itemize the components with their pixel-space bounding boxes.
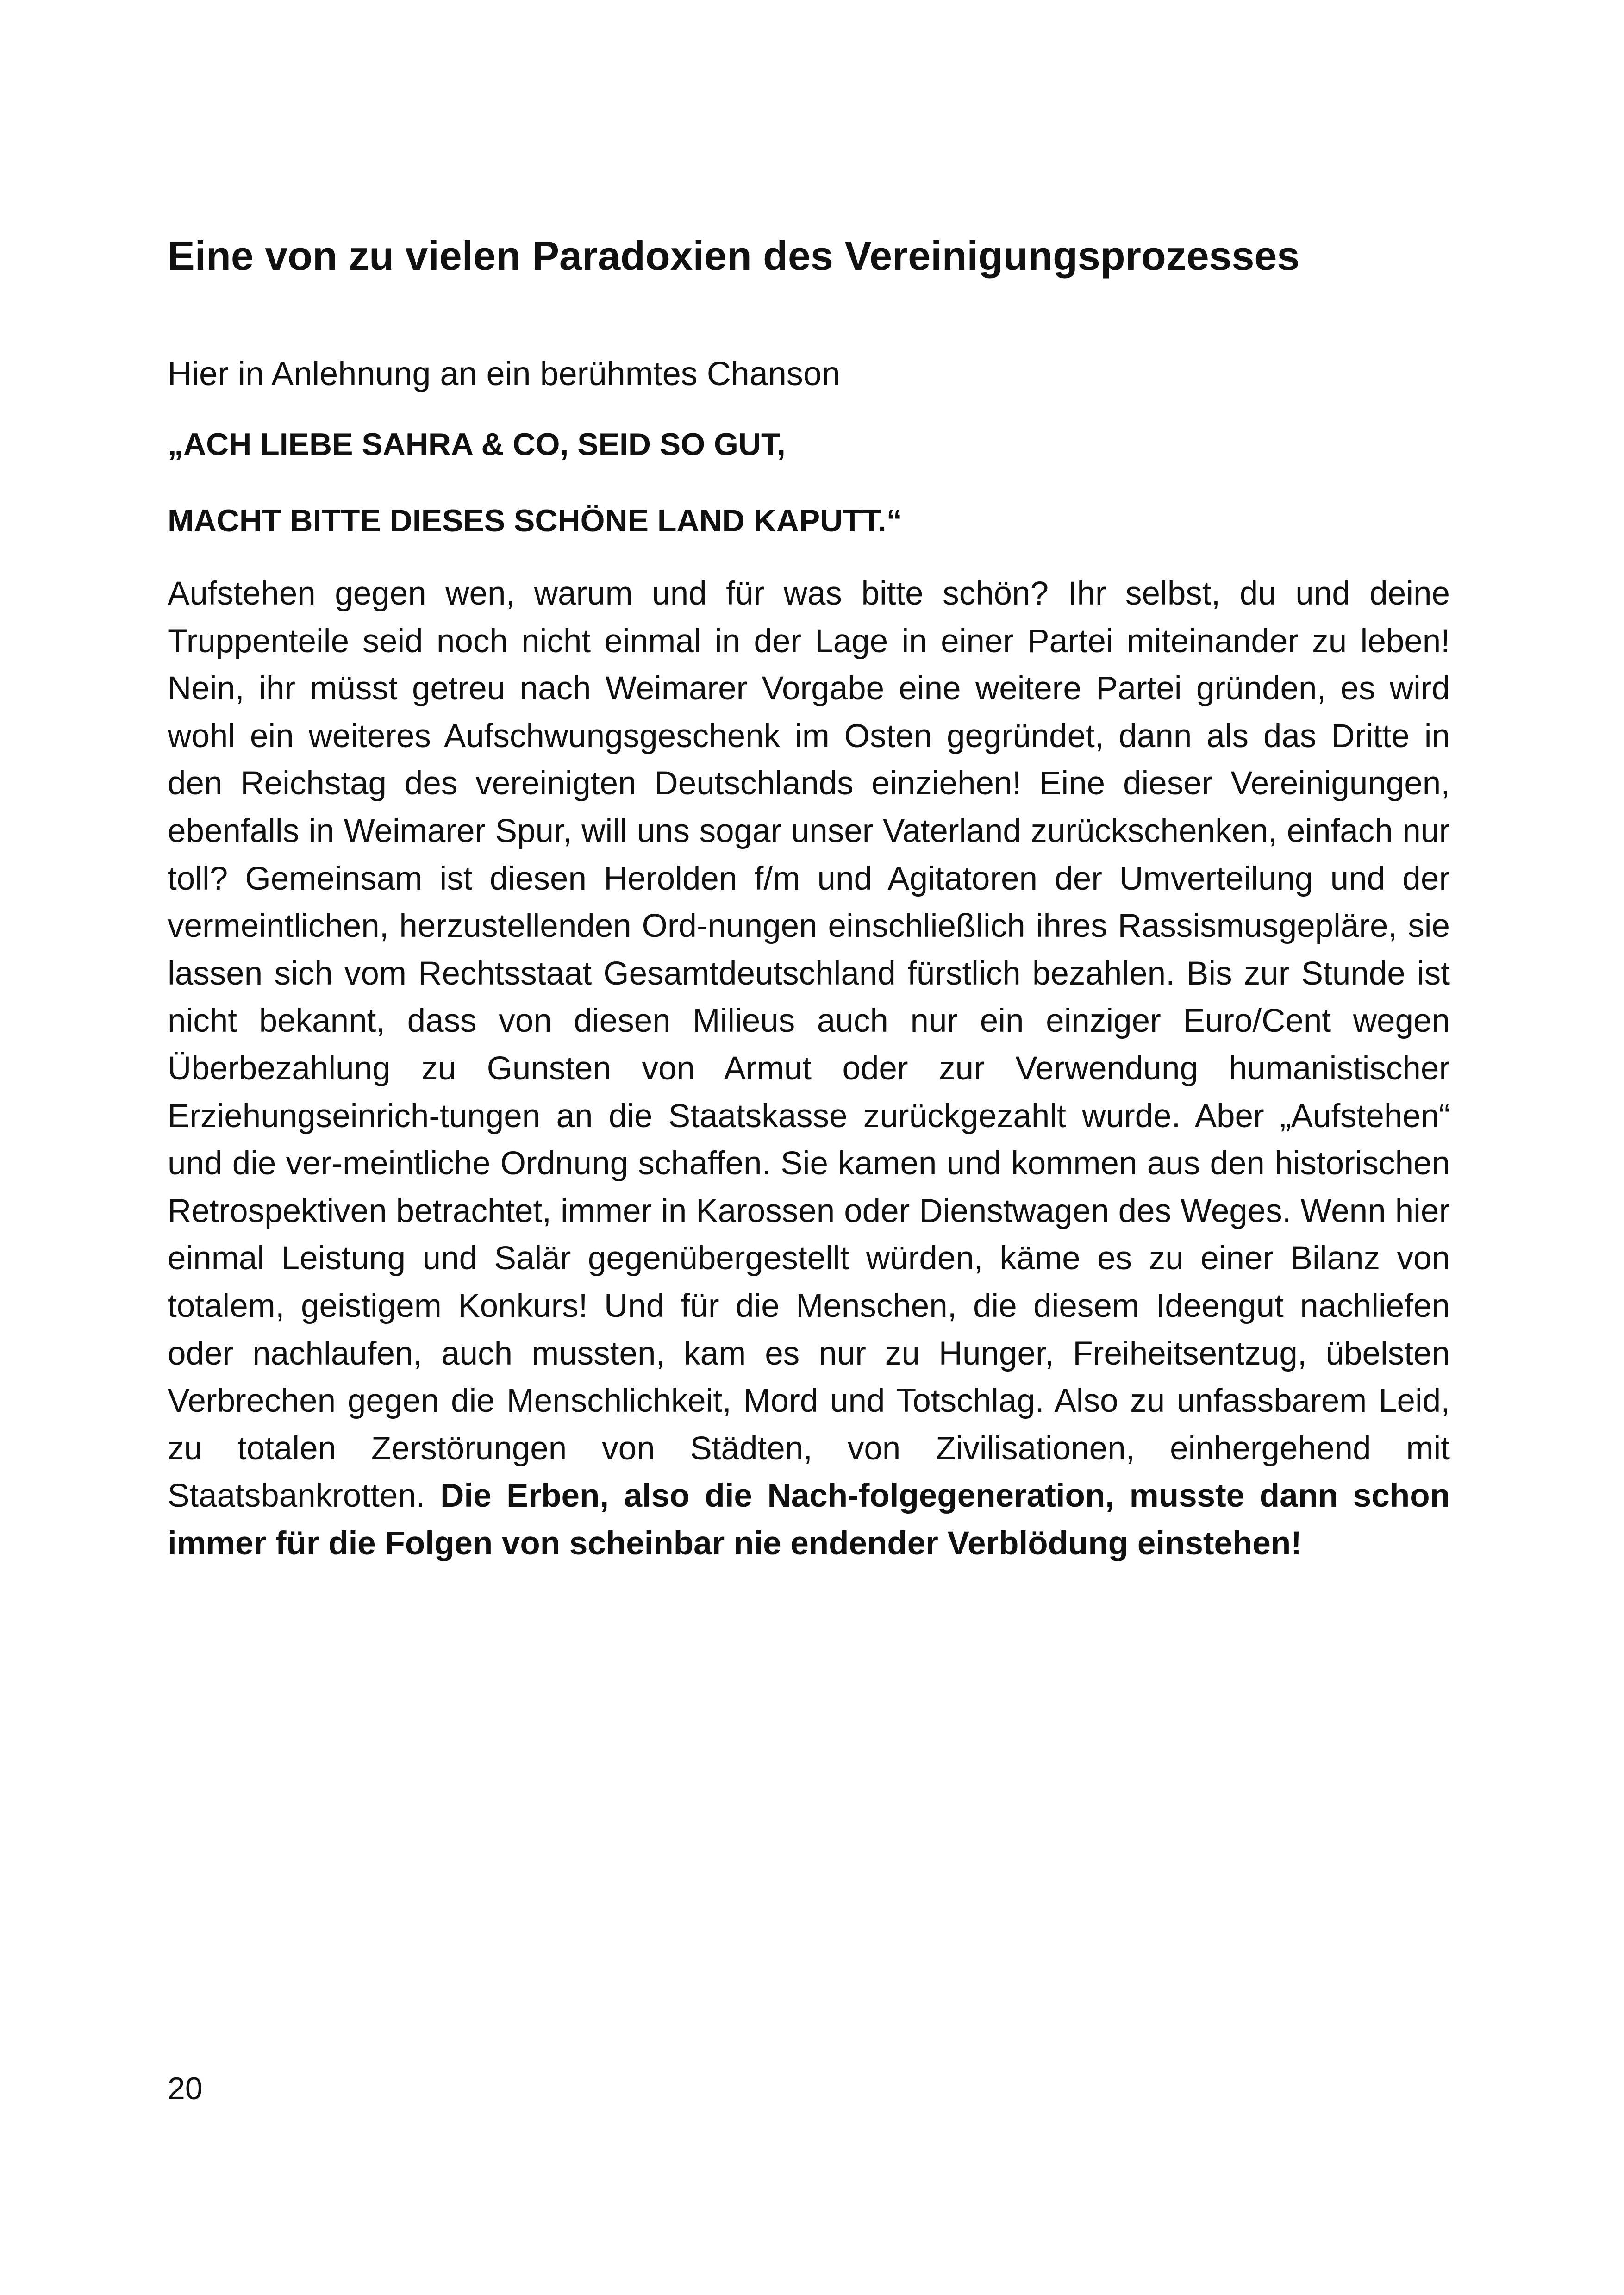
body-text-bold: Die Erben, also die Nach-folgegeneration, musste dann schon immer für die Folgen von scheinbar nie endender Verblödung einstehen! <box>168 1478 1450 1562</box>
intro-line: Hier in Anlehnung an ein berühmtes Chanson <box>168 355 840 393</box>
body-text-regular: Aufstehen gegen wen, warum und für was bitte schön? Ihr selbst, du und deine Truppenteile seid noch nicht einmal in der Lage in einer Partei miteinander zu leben! Nein, ihr müsst getreu nach Weimarer Vorgabe eine weitere Partei gründen, es wird wohl ein weiteres Aufschwungsgeschenk im Osten gegründet, dann als das Dritte in den Reichstag des vereinigten Deutschlands einziehen! Eine dieser Vereinigungen, ebenfalls in Weimarer Spur, will uns sogar unser Vaterland zurückschenken, einfach nur toll? Gemeinsam ist diesen Herolden f/m und Agitatoren der Umverteilung und der vermeintlichen, herzustellenden Ord-nungen einschließlich ihres Rassismusgepläre, sie lassen sich vom Rechtsstaat Gesamtdeutschland fürstlich bezahlen. Bis zur Stunde ist nicht bekannt, dass von diesen Milieus auch nur ein einziger Euro/Cent wegen Überbezahlung zu Gunsten von Armut oder zur Verwendung humanistischer Erziehungseinrich-tungen an die Staatskasse zurückgezahlt wurde. Aber „Aufstehen“ und die ver-meintliche Ordnung schaffen. Sie kamen und kommen aus den historischen Retrospektiven betrachtet, immer in Karossen oder Dienstwagen des Weges. Wenn hier einmal Leistung und Salär gegenübergestellt würden, käme es zu einer Bilanz von totalem, geistigem Konkurs! Und für die Menschen, die diesem Ideengut nachliefen oder nachlaufen, auch mussten, kam es nur zu Hunger, Freiheitsentzug, übelsten Verbrechen gegen die Menschlichkeit, Mord und Totschlag. Also zu unfassbarem Leid, zu totalen Zerstörungen von Städten, von Zivilisationen, einhergehend mit Staatsbankrotten. <box>168 575 1450 1515</box>
document-title: Eine von zu vielen Paradoxien des Vereinigungsprozesses <box>168 233 1300 279</box>
page-number: 20 <box>168 2071 203 2106</box>
body-paragraph <box>168 570 1450 1567</box>
verse-line-2: MACHT BITTE DIESES SCHÖNE LAND KAPUTT.“ <box>168 503 902 538</box>
verse-line-1: „ACH LIEBE SAHRA & CO, SEID SO GUT, <box>168 427 786 462</box>
